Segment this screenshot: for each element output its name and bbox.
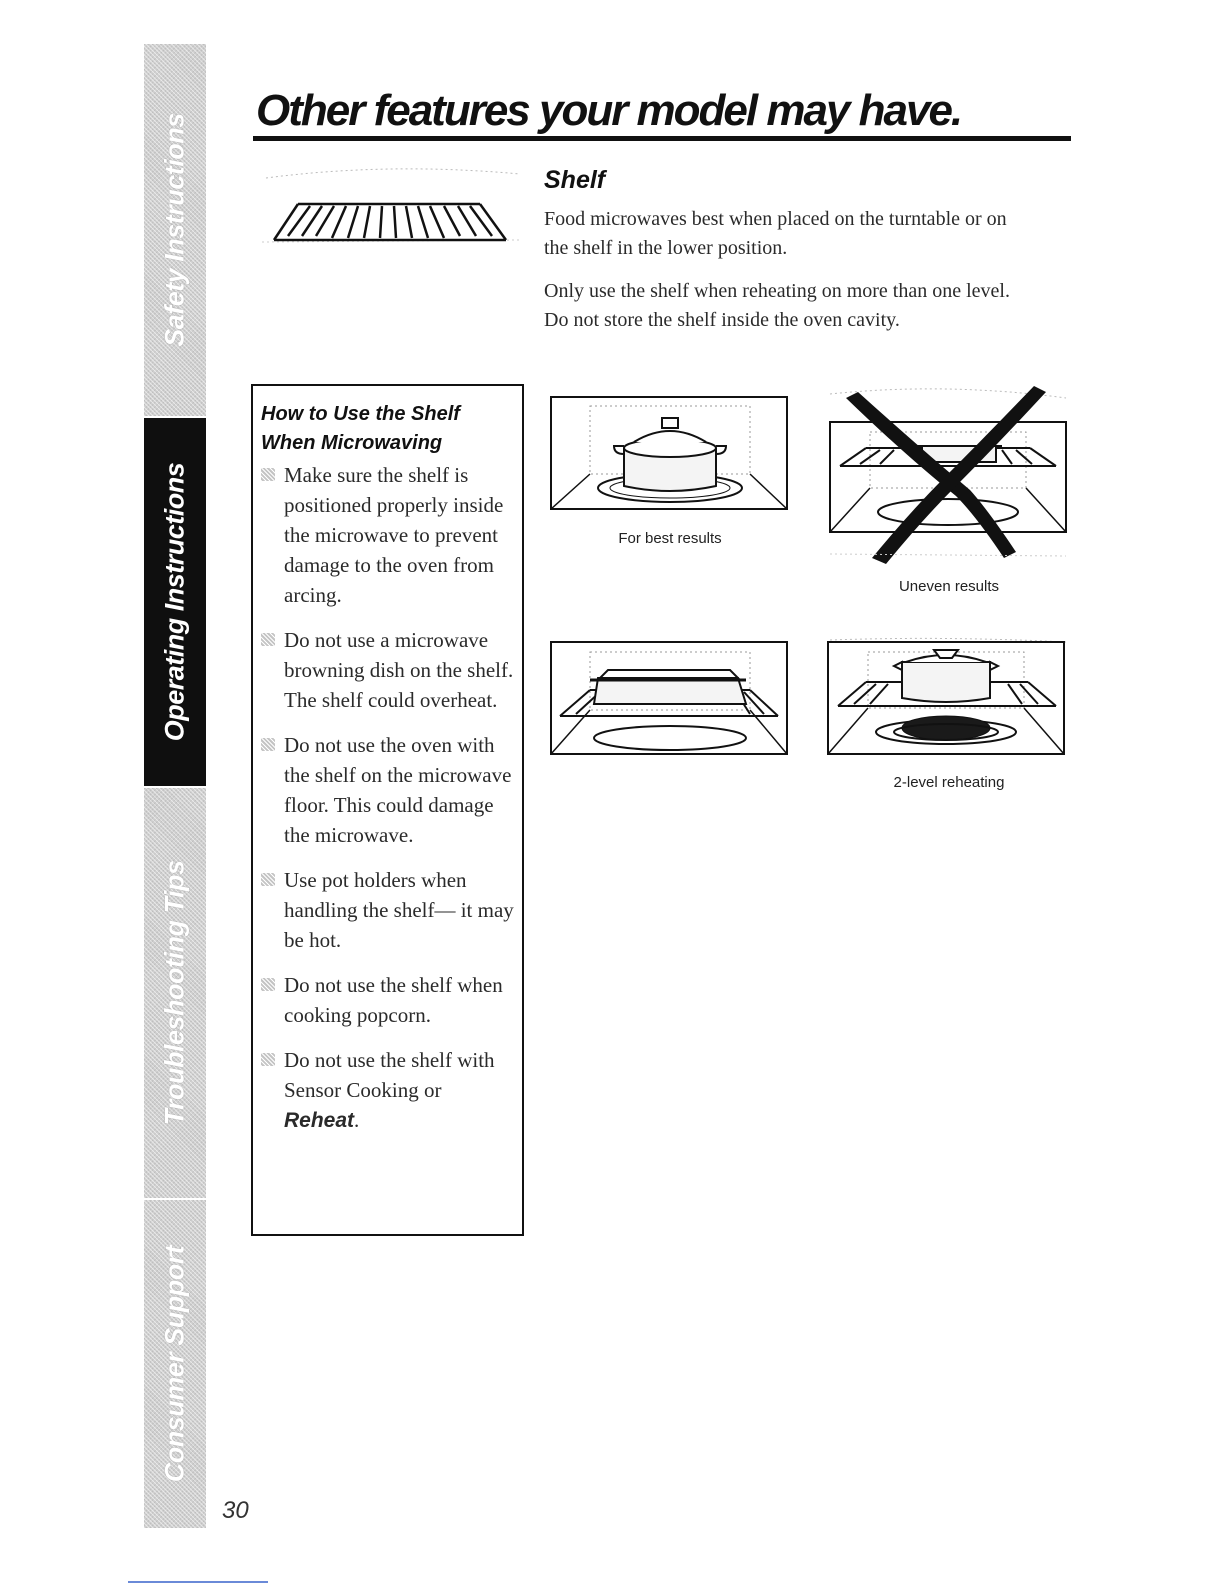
reheat-emphasis: Reheat xyxy=(284,1109,355,1132)
shelf-paragraph-2: Only use the shelf when reheating on more than one level. Do not store the shelf inside the oven cavity. xyxy=(544,280,1010,331)
bullet-icon xyxy=(261,468,275,481)
tip-item xyxy=(261,730,514,850)
shelf-paragraph-1: Food microwaves best when placed on the turntable or on the shelf in the lower position. xyxy=(544,208,1007,259)
tip-text: Use pot holders when handling the shelf— it may be hot. xyxy=(284,868,514,952)
tip-text: Do not use the oven with the shelf on the microwave floor. This could damage the microwave. xyxy=(284,733,512,847)
tab-safety-instructions-label: Safety Instructions xyxy=(159,113,190,347)
tip-text: Do not use the shelf with Sensor Cooking or xyxy=(284,1048,495,1102)
shelf-usage-box xyxy=(251,384,524,1236)
page-number: 30 xyxy=(222,1497,249,1524)
figure-best-results xyxy=(550,396,790,524)
tipbox-heading xyxy=(261,400,514,458)
figure-shelf-casserole xyxy=(550,640,790,758)
tab-troubleshooting-tips[interactable] xyxy=(144,788,206,1200)
tip-text-end: . xyxy=(354,1108,360,1132)
bullet-icon xyxy=(261,738,275,751)
tip-item xyxy=(261,1045,514,1136)
title-rule xyxy=(253,136,1071,141)
tab-troubleshooting-tips-label: Troubleshooting Tips xyxy=(159,860,190,1126)
footer-line xyxy=(128,1581,268,1583)
page-title: Other features your model may have. xyxy=(256,86,962,135)
tip-text: Do not use the shelf when cooking popcorn. xyxy=(284,973,503,1027)
tab-operating-instructions-label: Operating Instructions xyxy=(159,462,190,742)
tip-item xyxy=(261,865,514,955)
side-tabs xyxy=(144,44,206,1530)
bullet-icon xyxy=(261,1053,275,1066)
figure-uneven-results xyxy=(826,386,1072,572)
shelf-heading: Shelf xyxy=(544,166,606,194)
tip-item xyxy=(261,970,514,1030)
tipbox-heading-line2: When Microwaving xyxy=(261,432,443,454)
tip-text: Make sure the shelf is positioned properly inside the microwave to prevent damage to the oven from arcing. xyxy=(284,463,504,607)
tab-operating-instructions[interactable] xyxy=(144,418,206,788)
bullet-icon xyxy=(261,978,275,991)
tip-text: Do not use a microwave browning dish on the shelf. The shelf could overheat. xyxy=(284,628,514,712)
caption-uneven-results: Uneven results xyxy=(898,578,1000,595)
figure-two-level-reheating xyxy=(826,636,1072,758)
tab-consumer-support[interactable] xyxy=(144,1200,206,1530)
shelf-rack-illustration xyxy=(258,158,528,248)
caption-best-results: For best results xyxy=(618,530,722,547)
tab-consumer-support-label: Consumer Support xyxy=(159,1245,190,1483)
bullet-icon xyxy=(261,873,275,886)
caption-two-level-reheating: 2-level reheating xyxy=(893,774,1005,791)
tipbox-heading-line1: How to Use the Shelf xyxy=(261,403,460,425)
tip-item xyxy=(261,460,514,610)
bullet-icon xyxy=(261,633,275,646)
tab-safety-instructions[interactable] xyxy=(144,44,206,418)
tip-item xyxy=(261,625,514,715)
